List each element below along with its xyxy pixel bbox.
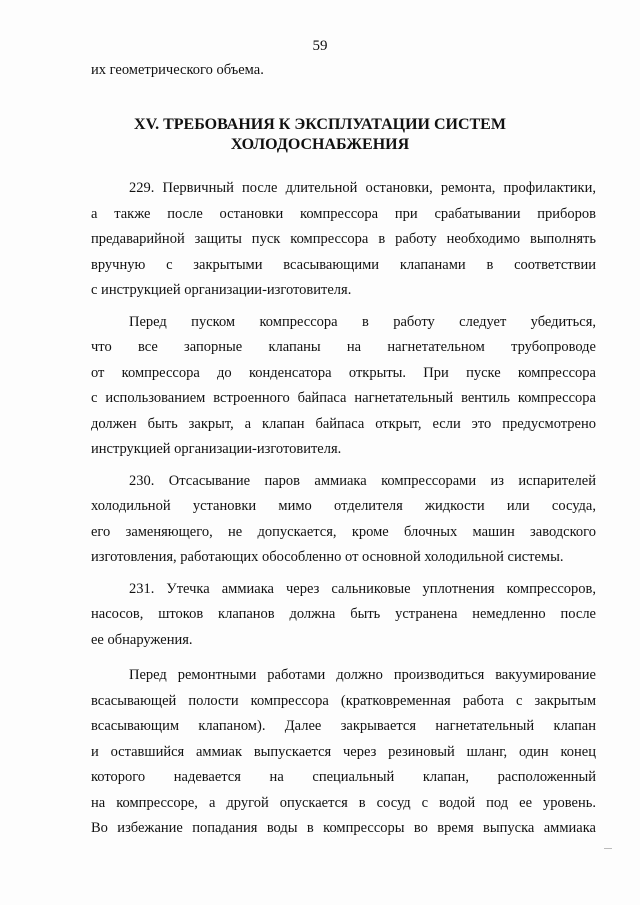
text-line: что все запорные клапаны на нагнетательном трубопроводе [91,339,596,355]
text-line: холодильной установки мимо отделителя жидкости или сосуда, [91,498,596,514]
paragraph-230 [91,469,596,571]
text-line: с инструкцией организации-изготовителя. [91,282,352,298]
text-line: Перед пуском компрессора в работу следует убедиться, [129,313,596,330]
text-line: всасывающей полости компрессора (кратковременная работа с закрытым [91,692,596,709]
text-line: от компрессора до конденсатора открыты. При пуске компрессора [91,364,596,381]
text-line: Перед ремонтными работами должно производиться вакуумирование [129,667,596,683]
paragraph-231-continued [91,663,596,842]
text-line: Во избежание попадания воды в компрессоры во время выпуска аммиака [91,820,596,836]
text-line: всасывающим клапаном). Далее закрывается нагнетательный клапан [91,718,596,734]
text-line: 231. Утечка аммиака через сальниковые уплотнения компрессоров, [129,580,596,597]
text-line: должен быть закрыт, а клапан байпаса открыт, если это предусмотрено [91,415,596,432]
text-line: его заменяющего, не допускается, кроме блочных машин заводского [91,523,596,540]
text-line: и оставшийся аммиак выпускается через резиновый шланг, один конец [91,743,596,760]
scan-mark [604,848,612,849]
text-line: на компрессоре, а другой опускается в сосуд с водой под ее уровень. [91,794,596,811]
text-line: ее обнаружения. [91,631,193,648]
text-line: а также после остановки компрессора при срабатывании приборов [91,205,596,222]
paragraph-229-continued [91,310,596,463]
text-line: инструкцией организации-изготовителя. [91,441,342,457]
text-line: 230. Отсасывание паров аммиака компрессорами из испарителей [129,472,596,489]
paragraph-231 [91,577,596,654]
document-body [91,176,596,842]
paragraph-229 [91,176,596,304]
text-line: изготовления, работающих обособленно от основной холодильной системы. [91,549,564,565]
section-heading [60,115,580,155]
text-line: 229. Первичный после длительной остановки, ремонта, профилактики, [129,180,596,196]
text-line: которого надевается на специальный клапан, расположенный [91,769,596,785]
text-line: вручную с закрытыми всасывающими клапанами в соответствии [91,256,596,273]
section-heading-line-1: XV. ТРЕБОВАНИЯ К ЭКСПЛУАТАЦИИ СИСТЕМ [134,116,506,133]
continuation-text: их геометрического объема. [91,62,264,78]
page-number: 59 [312,38,328,54]
text-line: с использованием встроенного байпаса нагнетательный вентиль компрессора [91,390,596,406]
text-line: предаварийной защиты пуск компрессора в работу необходимо выполнять [91,231,596,247]
text-line: насосов, штоков клапанов должна быть устранена немедленно после [91,606,596,622]
section-heading-line-2: ХОЛОДОСНАБЖЕНИЯ [230,136,410,153]
